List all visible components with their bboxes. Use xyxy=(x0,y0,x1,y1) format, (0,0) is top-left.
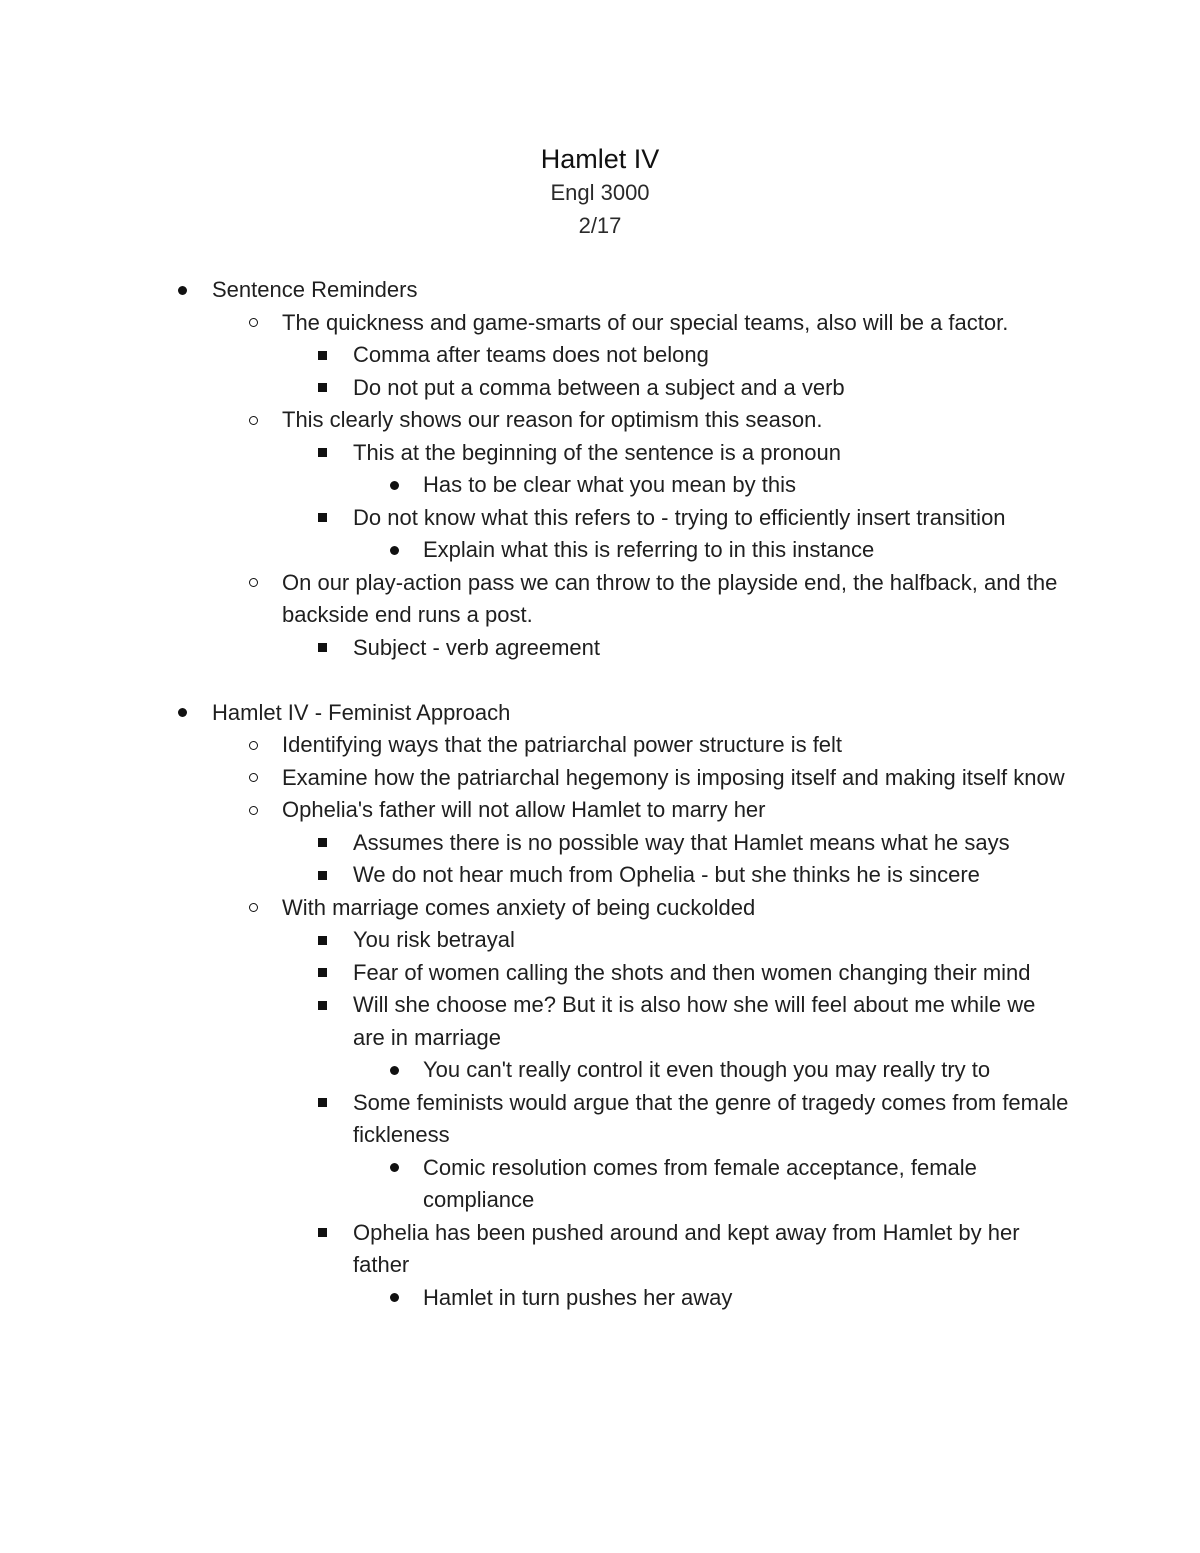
circle-bullet-icon xyxy=(249,307,258,340)
list-item-text: You can't really control it even though you may really try to xyxy=(423,1057,991,1082)
list-item-text: Fear of women calling the shots and then women changing their mind xyxy=(353,959,1031,985)
square-bullet-icon xyxy=(318,859,327,892)
disc-bullet-icon xyxy=(390,1152,399,1185)
circle-bullet-icon xyxy=(249,567,258,600)
list-item-text: Comic resolution comes from female acceptance, female compliance xyxy=(423,1154,977,1212)
list-item xyxy=(0,372,1073,405)
list-item-text: Identifying ways that the patriarchal power structure is felt xyxy=(282,732,843,757)
disc-bullet-icon xyxy=(390,469,399,502)
list-item xyxy=(0,567,1072,632)
square-bullet-icon xyxy=(318,827,327,860)
list-item xyxy=(0,469,1073,502)
list-item xyxy=(0,892,1072,925)
disc-bullet-icon xyxy=(390,1054,399,1087)
list-item-text: Do not know what this refers to - trying to efficiently insert transition xyxy=(353,504,1006,530)
disc-bullet-icon xyxy=(178,274,187,307)
square-bullet-icon xyxy=(318,1087,327,1120)
list-item-text: Assumes there is no possible way that Hamlet means what he says xyxy=(353,829,1010,855)
square-bullet-icon xyxy=(318,437,327,470)
list-item xyxy=(0,859,1073,892)
list-item xyxy=(0,534,1073,567)
list-item-text: Some feminists would argue that the genre of tragedy comes from female fickleness xyxy=(353,1089,1069,1147)
list-item xyxy=(0,794,1072,827)
list-item-text: The quickness and game-smarts of our special teams, also will be a factor. xyxy=(282,309,1009,335)
square-bullet-icon xyxy=(318,989,327,1022)
list-item-text: With marriage comes anxiety of being cuckolded xyxy=(282,894,756,920)
list-item-text: Examine how the patriarchal hegemony is imposing itself and making itself know xyxy=(282,764,1065,790)
square-bullet-icon xyxy=(318,502,327,535)
page-title: Hamlet IV xyxy=(540,144,660,174)
square-bullet-icon xyxy=(318,1217,327,1250)
list-item-text: Ophelia's father will not allow Hamlet to marry her xyxy=(282,797,766,822)
section-heading xyxy=(0,274,1062,307)
square-bullet-icon xyxy=(318,957,327,990)
section-heading-text: Hamlet IV - Feminist Approach xyxy=(212,699,511,725)
disc-bullet-icon xyxy=(178,697,187,730)
list-item xyxy=(0,989,1073,1054)
section-heading xyxy=(0,697,1062,730)
circle-bullet-icon xyxy=(249,762,258,795)
list-item-text: Will she choose me? But it is also how she will feel about me while we are in marriage xyxy=(353,992,1036,1050)
list-item-text: Ophelia has been pushed around and kept away from Hamlet by her father xyxy=(353,1219,1020,1277)
circle-bullet-icon xyxy=(249,729,258,762)
list-item xyxy=(0,339,1073,372)
section-spacer xyxy=(0,664,1200,697)
square-bullet-icon xyxy=(318,924,327,957)
list-item-text: On our play-action pass we can throw to the playside end, the halfback, and the backside end runs a post. xyxy=(282,569,1058,627)
circle-bullet-icon xyxy=(249,892,258,925)
list-item xyxy=(0,404,1072,437)
notes-outline xyxy=(0,274,1200,1314)
list-item-text: Hamlet in turn pushes her away xyxy=(423,1284,733,1310)
list-item xyxy=(0,729,1072,762)
list-item xyxy=(0,924,1073,957)
list-item-text: Do not put a comma between a subject and a verb xyxy=(353,374,845,400)
section-heading-text: Sentence Reminders xyxy=(212,277,418,302)
list-item xyxy=(0,307,1072,340)
list-item xyxy=(0,827,1073,860)
disc-bullet-icon xyxy=(390,534,399,567)
list-item-text: Comma after teams does not belong xyxy=(353,342,709,367)
disc-bullet-icon xyxy=(390,1282,399,1315)
list-item xyxy=(0,957,1073,990)
lecture-date: 2/17 xyxy=(578,213,622,238)
square-bullet-icon xyxy=(318,632,327,665)
list-item-text: Subject - verb agreement xyxy=(353,634,601,660)
list-item xyxy=(0,1152,1073,1217)
list-item xyxy=(0,437,1073,470)
list-item-text: We do not hear much from Ophelia - but she thinks he is sincere xyxy=(353,862,980,887)
list-item xyxy=(0,1217,1073,1282)
list-item-text: This clearly shows our reason for optimism this season. xyxy=(282,407,823,432)
square-bullet-icon xyxy=(318,372,327,405)
list-item xyxy=(0,1054,1073,1087)
square-bullet-icon xyxy=(318,339,327,372)
list-item-text: This at the beginning of the sentence is a pronoun xyxy=(353,439,842,465)
circle-bullet-icon xyxy=(249,794,258,827)
list-item-text: Has to be clear what you mean by this xyxy=(423,472,796,497)
list-item xyxy=(0,632,1073,665)
list-item-text: You risk betrayal xyxy=(353,927,515,952)
list-item xyxy=(0,1087,1073,1152)
list-item-text: Explain what this is referring to in this instance xyxy=(423,537,875,562)
list-item xyxy=(0,1282,1073,1315)
circle-bullet-icon xyxy=(249,404,258,437)
list-item xyxy=(0,762,1072,795)
course-name: Engl 3000 xyxy=(550,180,650,205)
list-item xyxy=(0,502,1073,535)
